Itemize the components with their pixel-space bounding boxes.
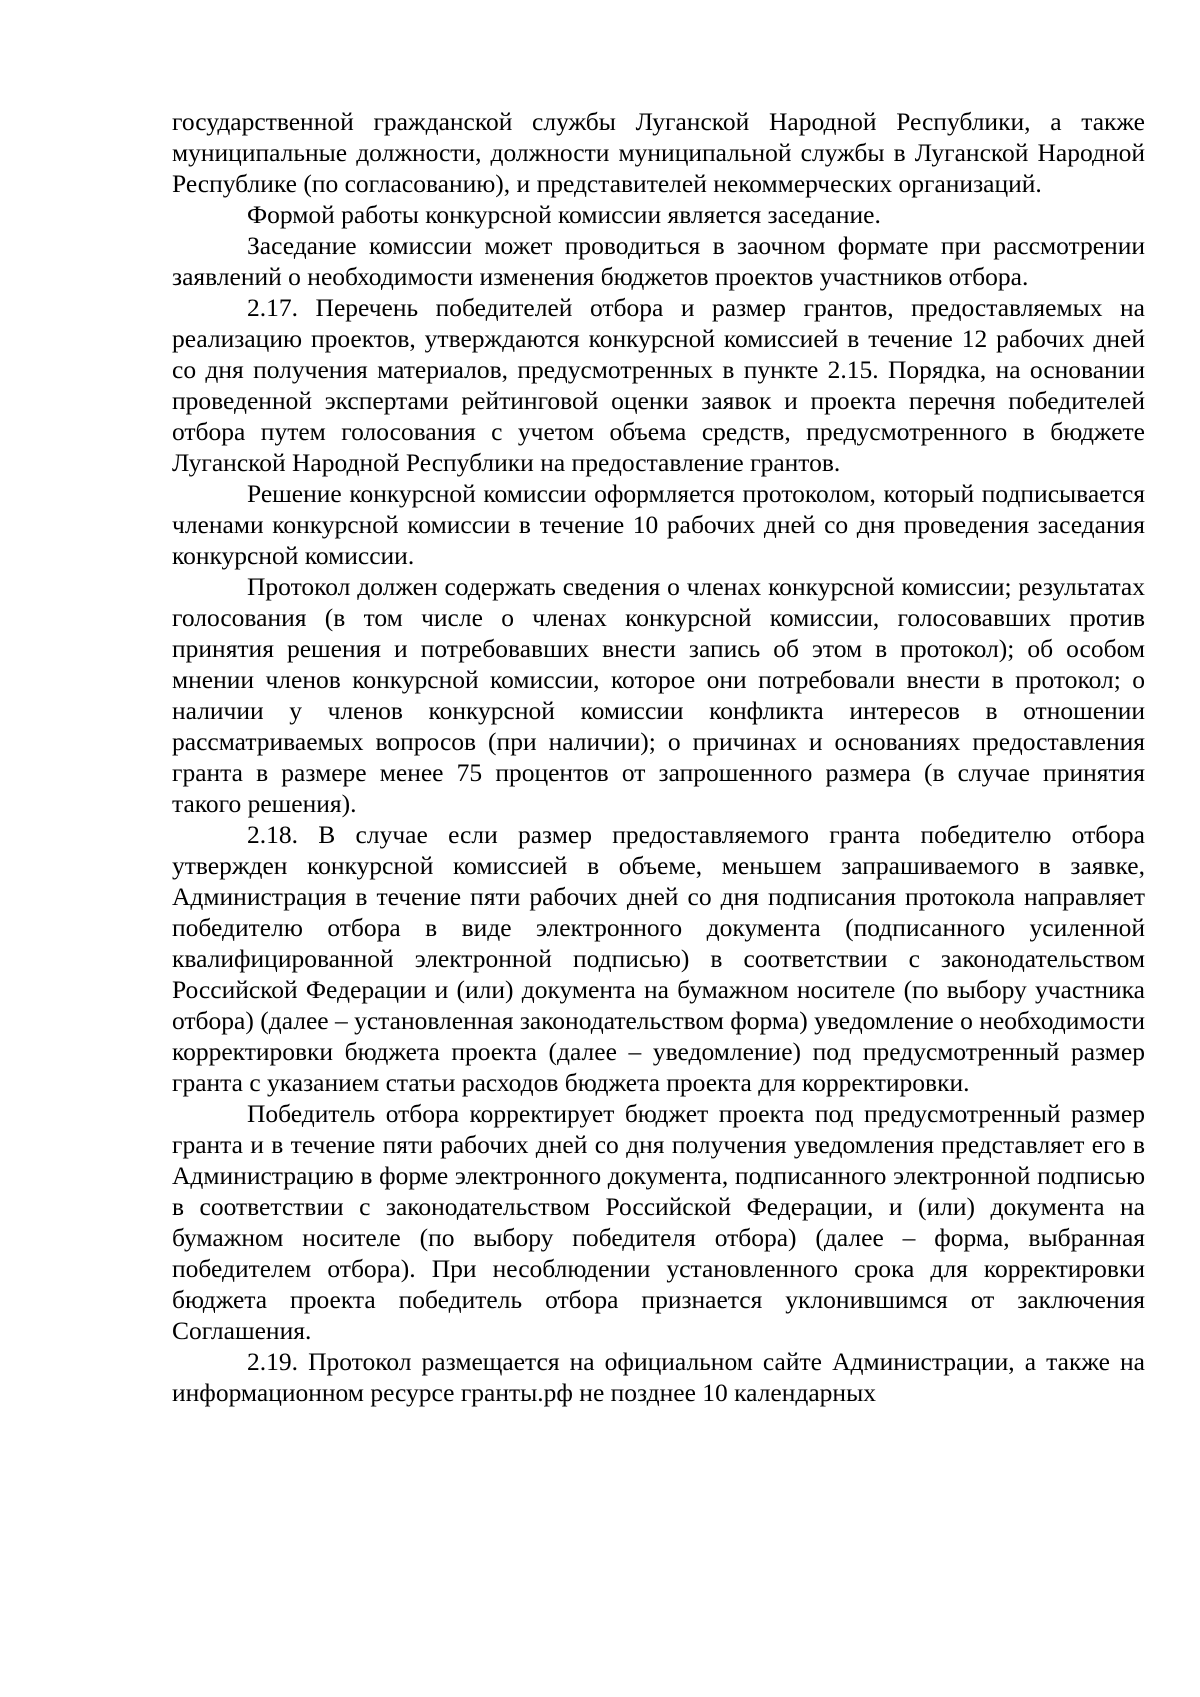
paragraph-clause-2-19: 2.19. Протокол размещается на официальном сайте Администрации, а также на информационном ресурсе гранты.рф не позднее 10 календарных: [172, 1347, 1145, 1407]
document-page: [172, 106, 1145, 1408]
paragraph-protocol-contents: Протокол должен содержать сведения о членах конкурсной комиссии; результатах голосования (в том числе о членах конкурсной комиссии, голосовавших против принятия решения и потребовавших внести запись об этом в протокол); об особом мнении членов конкурсной комиссии, которое они потребовали внести в протокол; о наличии у членов конкурсной комиссии конфликта интересов в отношении рассматриваемых вопросов (при наличии); о причинах и основаниях предоставления гранта в размере менее 75 процентов от запрошенного размера (в случае принятия такого решения).: [172, 572, 1145, 818]
paragraph-clause-2-18: 2.18. В случае если размер предоставляемого гранта победителю отбора утвержден конкурсной комиссией в объеме, меньшем запрашиваемого в заявке, Администрация в течение пяти рабочих дней со дня подписания протокола направляет победителю отбора в виде электронного документа (подписанного усиленной квалифицированной электронной подписью) в соответствии с законодательством Российской Федерации и (или) документа на бумажном носителе (по выбору участника отбора) (далее – установленная законодательством форма) уведомление о необходимости корректировки бюджета проекта (далее – уведомление) под предусмотренный размер гранта с указанием статьи расходов бюджета проекта для корректировки.: [172, 820, 1145, 1097]
paragraph-clause-2-17: 2.17. Перечень победителей отбора и размер грантов, предоставляемых на реализацию проектов, утверждаются конкурсной комиссией в течение 12 рабочих дней со дня получения материалов, предусмотренных в пункте 2.15. Порядка, на основании проведенной экспертами рейтинговой оценки заявок и проекта перечня победителей отбора путем голосования с учетом объема средств, предусмотренного в бюджете Луганской Народной Республики на предоставление грантов.: [172, 293, 1145, 477]
paragraph-remote-meeting: Заседание комиссии может проводиться в заочном формате при рассмотрении заявлений о необходимости изменения бюджетов проектов участников отбора.: [172, 231, 1145, 291]
paragraph-commission-decision: Решение конкурсной комиссии оформляется протоколом, который подписывается членами конкурсной комиссии в течение 10 рабочих дней со дня проведения заседания конкурсной комиссии.: [172, 479, 1145, 570]
paragraph-budget-correction: Победитель отбора корректирует бюджет проекта под предусмотренный размер гранта и в течение пяти рабочих дней со дня получения уведомления представляет его в Администрацию в форме электронного документа, подписанного электронной подписью в соответствии с законодательством Российской Федерации, и (или) документа на бумажном носителе (по выбору победителя отбора) (далее – форма, выбранная победителем отбора). При несоблюдении установленного срока для корректировки бюджета проекта победитель отбора признается уклонившимся от заключения Соглашения.: [172, 1099, 1145, 1345]
paragraph-commission-work-form: Формой работы конкурсной комиссии является заседание.: [247, 200, 881, 229]
paragraph-commission-composition-end: государственной гражданской службы Луганской Народной Республики, а также муниципальные должности, должности муниципальной службы в Луганской Народной Республике (по согласованию), и представителей некоммерческих организаций.: [172, 107, 1145, 198]
